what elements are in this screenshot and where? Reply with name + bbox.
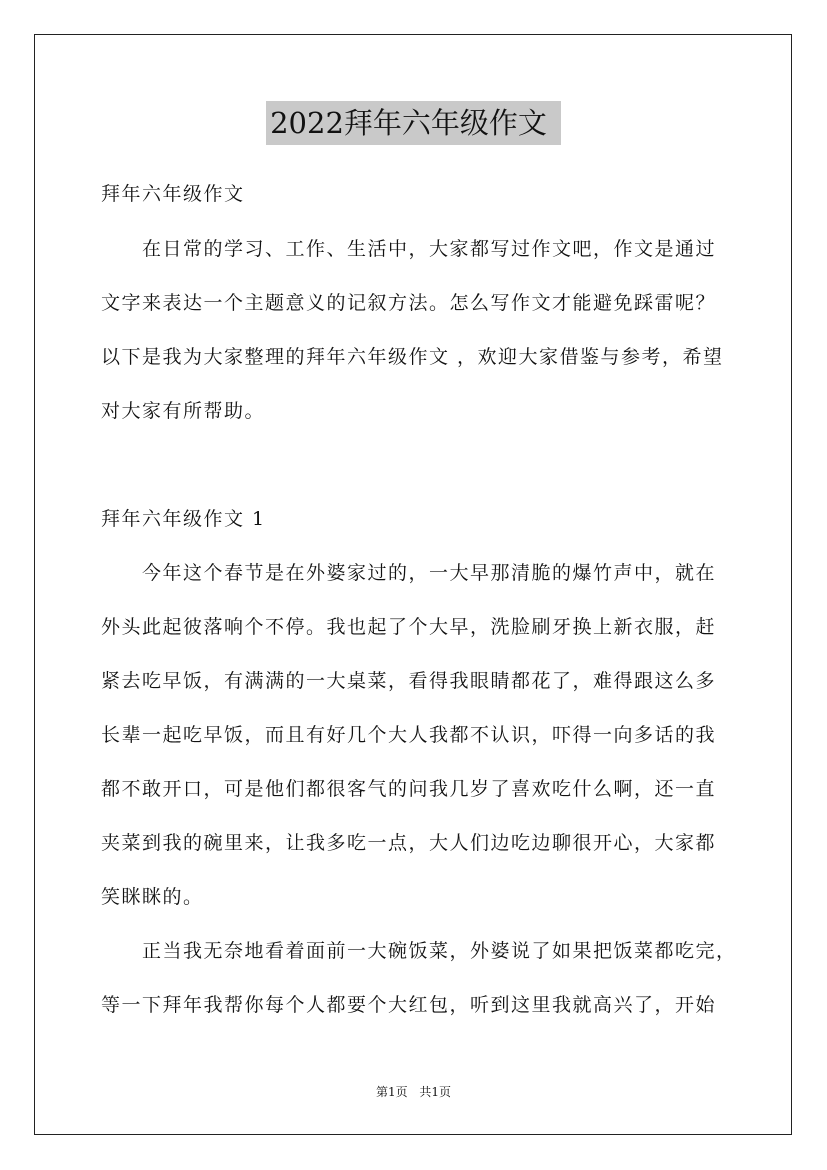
paragraph-line: 正当我无奈地看着面前一大碗饭菜，外婆说了如果把饭菜都吃完， xyxy=(101,940,737,962)
paragraph-line: 文字来表达一个主题意义的记叙方法。怎么写作文才能避免踩雷呢？ xyxy=(101,292,717,314)
document-title: 2022拜年六年级作文 xyxy=(266,101,561,145)
paragraph-line: 今年这个春节是在外婆家过的，一大早那清脆的爆竹声中，就在 xyxy=(101,562,717,584)
paragraph-line: 在日常的学习、工作、生活中，大家都写过作文吧，作文是通过 xyxy=(101,238,717,260)
section-heading: 拜年六年级作文 xyxy=(101,183,245,205)
section-heading: 拜年六年级作文 1 xyxy=(101,508,266,530)
title-container xyxy=(0,101,827,145)
page-footer xyxy=(0,1084,827,1100)
paragraph-line: 以下是我为大家整理的拜年六年级作文 ，欢迎大家借鉴与参考，希望 xyxy=(101,346,724,368)
paragraph-line: 外头此起彼落响个不停。我也起了个大早，洗脸刷牙换上新衣服，赶 xyxy=(101,616,717,638)
paragraph-line: 紧去吃早饭，有满满的一大桌菜，看得我眼睛都花了，难得跟这么多 xyxy=(101,670,717,692)
page-number: 第1页 xyxy=(375,1085,408,1099)
paragraph-line: 长辈一起吃早饭，而且有好几个大人我都不认识，吓得一向多话的我 xyxy=(101,724,717,746)
paragraph-line: 夹菜到我的碗里来，让我多吃一点，大人们边吃边聊很开心，大家都 xyxy=(101,832,717,854)
page-total: 共1页 xyxy=(419,1085,452,1099)
paragraph-line: 都不敢开口，可是他们都很客气的问我几岁了喜欢吃什么啊，还一直 xyxy=(101,778,717,800)
paragraph-line: 笑眯眯的。 xyxy=(101,886,204,908)
paragraph-line: 对大家有所帮助。 xyxy=(101,400,266,422)
paragraph-line: 等一下拜年我帮你每个人都要个大红包，听到这里我就高兴了，开始 xyxy=(101,994,717,1016)
